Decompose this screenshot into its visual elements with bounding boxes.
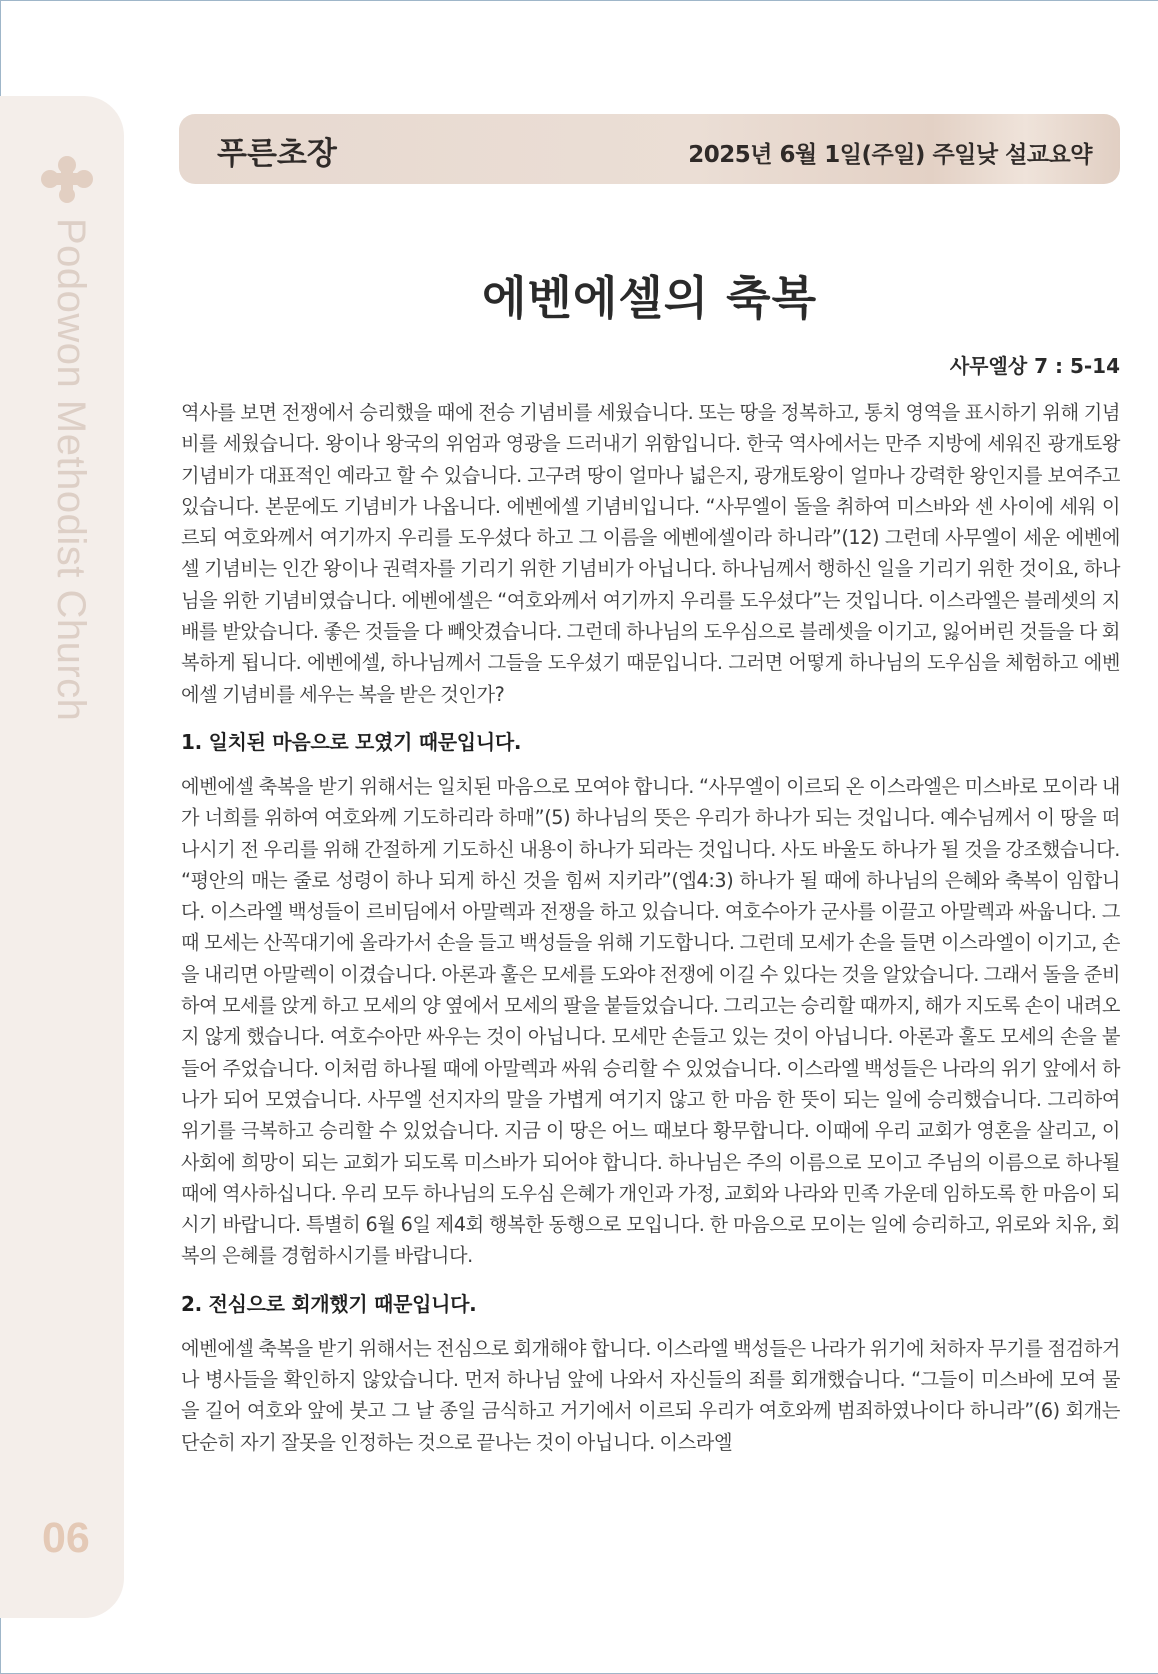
- church-name-vertical: Podowon Methodist Church: [49, 218, 93, 722]
- point-heading-2: 2. 전심으로 회개했기 때문입니다.: [181, 1291, 477, 1316]
- header-bar: [179, 114, 1120, 184]
- scripture-reference: 사무엘상 7 : 5-14: [949, 354, 1120, 378]
- point-paragraph-2: 에벤에셀 축복을 받기 위해서는 전심으로 회개해야 합니다. 이스라엘 백성들은 나라가 위기에 처하자 무기를 점검하거나 병사들을 확인하지 않았습니다. 먼저 하나님 앞에 나와서 자신들의 죄를 회개했습니다. “그들이 미스바에 모여 물을 길어 여호와 앞에 붓고 그 날 종일 금식하고 거기에서 이르되 우리가 여호와께 범죄하였나이다 하니라”(6) 회개는 단순히 자기 잘못을 인정하는 것으로 끝나는 것이 아닙니다. 이스라엘: [181, 1336, 1120, 1454]
- page-number: 06: [42, 1514, 90, 1562]
- date-label: 2025년 6월 1일(주일) 주일낮 설교요약: [688, 142, 1092, 168]
- cross-icon: [40, 155, 94, 205]
- sermon-title: 에벤에셀의 축복: [481, 271, 818, 325]
- point-paragraph-1: 에벤에셀 축복을 받기 위해서는 일치된 마음으로 모여야 합니다. “사무엘이 이르되 온 이스라엘은 미스바로 모이라 내가 너희를 위하여 여호와께 기도하리라 하매”(5) 하나님의 뜻은 우리가 하나가 되는 것입니다. 예수님께서 이 땅을 떠나시기 전 우리를 위해 간절하게 기도하신 내용이 하나가 되라는 것입니다. 사도 바울도 하나가 될 것을 강조했습니다. “평안의 매는 줄로 성령이 하나 되게 하신 것을 힘써 지키라”(엡4:3) 하나가 될 때에 하나님의 은혜와 축복이 임합니다. 이스라엘 백성들이 르비딤에서 아말렉과 전쟁을 하고 있습니다. 여호수아가 군사를 이끌고 아말렉과 싸웁니다. 그때 모세는 산꼭대기에 올라가서 손을 들고 백성들을 위해 기도합니다. 그런데 모세가 손을 들면 이스라엘이 이기고, 손을 내리면 아말렉이 이겼습니다. 아론과 훌은 모세를 도와야 전쟁에 이길 수 있다는 것을 알았습니다. 그래서 돌을 준비하여 모세를 앉게 하고 모세의 양 옆에서 모세의 팔을 붙들었습니다. 그리고는 승리할 때까지, 해가 지도록 손이 내려오지 않게 했습니다. 여호수아만 싸우는 것이 아닙니다. 모세만 손들고 있는 것이 아닙니다. 아론과 훌도 모세의 손을 붙들어 주었습니다. 이처럼 하나될 때에 아말렉과 싸워 승리할 수 있었습니다. 이스라엘 백성들은 나라의 위기 앞에서 하나가 되어 모였습니다. 사무엘 선지자의 말을 가볍게 여기지 않고 한 마음 한 뜻이 되는 일에 승리했습니다. 그리하여 위기를 극복하고 승리할 수 있었습니다. 지금 이 땅은 어느 때보다 황무합니다. 이때에 우리 교회가 영혼을 살리고, 이 사회에 희망이 되는 교회가 되도록 미스바가 되어야 합니다. 하나님은 주의 이름으로 모이고 주님의 이름으로 하나될 때에 역사하십니다. 우리 모두 하나님의 도우심 은혜가 개인과 가정, 교회와 나라와 민족 가운데 임하도록 한 마음이 되시기 바랍니다. 특별히 6월 6일 제4회 행복한 동행으로 모입니다. 한 마음으로 모이는 일에 승리하고, 위로와 치유, 회복의 은혜를 경험하시기를 바랍니다.: [181, 774, 1120, 1268]
- intro-paragraph: 역사를 보면 전쟁에서 승리했을 때에 전승 기념비를 세웠습니다. 또는 땅을 정복하고, 통치 영역을 표시하기 위해 기념비를 세웠습니다. 왕이나 왕국의 위엄과 영광을 드러내기 위함입니다. 한국 역사에서는 만주 지방에 세워진 광개토왕 기념비가 대표적인 예라고 할 수 있습니다. 고구려 땅이 얼마나 넓은지, 광개토왕이 얼마나 강력한 왕인지를 보여주고 있습니다. 본문에도 기념비가 나옵니다. 에벤에셀 기념비입니다. “사무엘이 돌을 취하여 미스바와 센 사이에 세워 이르되 여호와께서 여기까지 우리를 도우셨다 하고 그 이름을 에벤에셀이라 하니라”(12) 그런데 사무엘이 세운 에벤에셀 기념비는 인간 왕이나 권력자를 기리기 위한 기념비가 아닙니다. 하나님께서 행하신 일을 기리기 위한 것이요, 하나님을 위한 기념비였습니다. 에벤에셀은 “여호와께서 여기까지 우리를 도우셨다”는 것입니다. 이스라엘은 블레셋의 지배를 받았습니다. 좋은 것들을 다 빼앗겼습니다. 그런데 하나님의 도우심으로 블레셋을 이기고, 잃어버린 것들을 다 회복하게 됩니다. 에벤에셀, 하나님께서 그들을 도우셨기 때문입니다. 그러면 어떻게 하나님의 도우심을 체험하고 에벤에셀 기념비를 세우는 복을 받은 것인가?: [181, 401, 1120, 706]
- sermon-content: [181, 397, 1120, 1458]
- point-heading-1: 1. 일치된 마음으로 모였기 때문입니다.: [181, 729, 522, 754]
- section-title: 푸른초장: [217, 136, 337, 172]
